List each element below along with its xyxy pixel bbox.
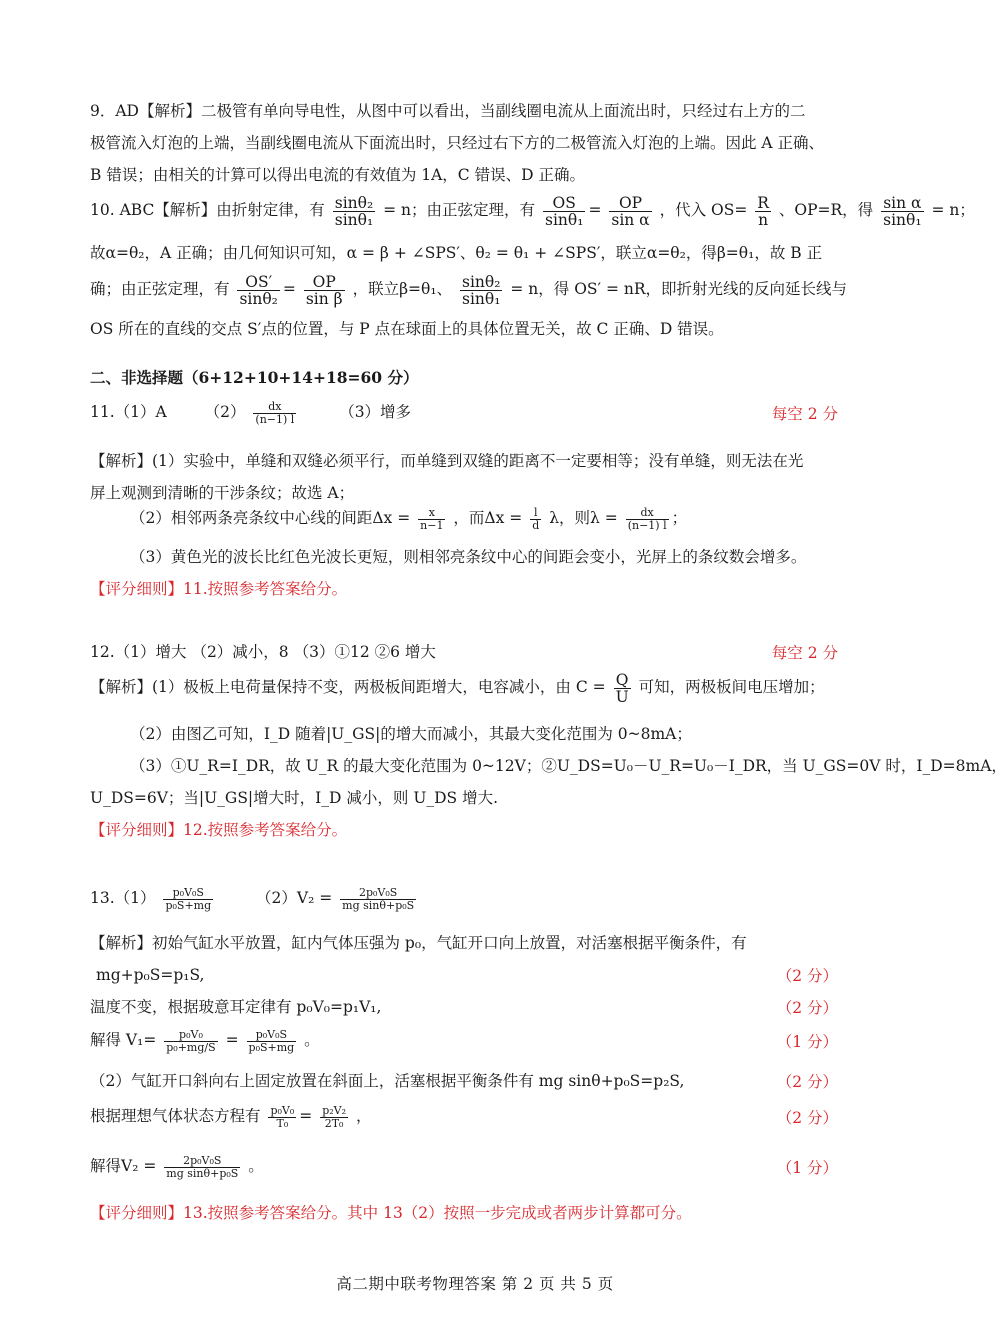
frac-v2: $\frac{\text{2p₀V₀S}}{\text{mg sinθ+p₀S}}$	[166, 1153, 239, 1180]
frac-sin-ratio: $\frac{\text{sinθ₂}}{\text{sinθ₁}}$	[334, 193, 374, 229]
q11-ex2: 屏上观测到清晰的干涉条纹；故选 A；	[90, 484, 355, 502]
q9-line1: 9．AD【解析】二极管有单向导电性，从图中可以看出，当副线圈电流从上面流出时，只经过右上方的二	[90, 102, 806, 120]
q12-ex1: 【解析】(1）极板上电荷量保持不变，两极板间距增大，电容减小，由 C = $\frac{Q}{U}$ 可知，两极板间电压增加；	[90, 670, 825, 706]
q13-score3: （1 分）	[776, 1033, 838, 1051]
q13-score2: （2 分）	[776, 999, 838, 1017]
q9-line3: B 错误；由相关的计算可以得出电流的有效值为 1A，C 错误、D 正确。	[90, 166, 585, 184]
q13-score5: （2 分）	[776, 1109, 838, 1127]
q12-score: 每空 2 分	[771, 644, 838, 662]
frac-sina-sint1: $\frac{\text{sin α}}{\text{sinθ₁}}$	[883, 193, 922, 229]
frac-dx-n1l-2: $\frac{dx}{(n-1) l}$	[627, 505, 667, 532]
q11-answers: 11.（1）A （2） $\frac{dx}{(n-1) l}$ （3）增多	[90, 399, 412, 426]
q11-score: 每空 2 分	[771, 405, 838, 423]
q13-ex1: 【解析】初始气缸水平放置，缸内气体压强为 p₀，气缸开口向上放置，对活塞根据平衡条件，有	[90, 934, 747, 952]
q11-ex3: （2）相邻两条亮条纹中心线的间距Δx = $\frac{x}{n-1}$ ，而Δx = $\frac{l}{d}$ λ，则λ = $\frac{dx}{(n-1) l}$ ；	[130, 505, 688, 532]
frac-x-n1: $\frac{x}{n-1}$	[420, 505, 444, 532]
frac-sin-ratio-2: $\frac{\text{sinθ₂}}{\text{sinθ₁}}$	[462, 272, 501, 308]
section-heading: 二、非选择题（6+12+10+14+18=60 分）	[90, 368, 419, 387]
q13-score4: （2 分）	[776, 1073, 838, 1091]
frac-state-1: $\frac{\text{p₀V₀}}{\text{T₀}}$	[270, 1103, 295, 1130]
q11-ex1: 【解析】(1）实验中，单缝和双缝必须平行，而单缝到双缝的距离不一定要相等；没有单缝，则无法在光	[90, 452, 804, 470]
frac-v1-b: $\frac{\text{p₀V₀S}}{\text{p₀S+mg}}$	[248, 1027, 295, 1054]
q13-eq4: （2）气缸开口斜向右上固定放置在斜面上，活塞根据平衡条件有 mg sinθ+p₀S=p₂S,	[90, 1072, 685, 1090]
q10-line1: 10. ABC【解析】由折射定律，有 $\frac{\text{sinθ₂}}{\text{sinθ₁}}$ = n；由正弦定理，有 $\frac{OS}{\text{sinθ₁}}$ = $\frac{OP}{\text{sin α}}$ ，代入 OS= $\frac{R}{n}$ 、OP=R，得 $\frac{\text{sin α}}{\text{sinθ₁}}$ = n；	[90, 193, 975, 229]
q13-eq3: 解得 V₁= $\frac{\text{p₀V₀}}{\text{p₀+mg/S}}$ = $\frac{\text{p₀V₀S}}{\text{p₀S+mg}}$ 。	[90, 1027, 320, 1054]
frac-l-d: $\frac{l}{d}$	[532, 505, 540, 532]
q13-eq2: 温度不变，根据玻意耳定律有 p₀V₀=p₁V₁,	[90, 998, 382, 1016]
q12-ex2: （2）由图乙可知，I_D 随着|U_GS|的增大而减小，其最大变化范围为 0~8mA；	[130, 725, 692, 743]
q12-ex4: U_DS=6V；当|U_GS|增大时，I_D 减小，则 U_DS 增大.	[90, 789, 499, 807]
q13-score6: （1 分）	[776, 1159, 838, 1177]
q13-rule: 【评分细则】13.按照参考答案给分。其中 13（2）按照一步完成或者两步计算都可分。	[90, 1204, 692, 1222]
q12-rule: 【评分细则】12.按照参考答案给分。	[90, 821, 348, 839]
frac-op-sin: $\frac{OP}{\text{sin α}}$	[611, 193, 650, 229]
q11-ex4: （3）黄色光的波长比红色光波长更短，则相邻亮条纹中心的间距会变小，光屏上的条纹数会增多。	[130, 548, 807, 566]
frac-q13-1: $\frac{\text{p₀V₀S}}{\text{p₀S+mg}}$	[165, 885, 212, 912]
frac-op-sinb: $\frac{OP}{\text{sin β}}$	[305, 272, 343, 308]
q9-line2: 极管流入灯泡的上端，当副线圈电流从下面流出时，只经过右下方的二极管流入灯泡的上端。因此 A 正确、	[90, 134, 825, 152]
q13-score1: （2 分）	[776, 967, 838, 985]
q13-answers: 13.（1） $\frac{\text{p₀V₀S}}{\text{p₀S+mg}}$ （2）V₂ = $\frac{\text{2p₀V₀S}}{\text{mg sinθ+p₀S}}$	[90, 885, 415, 912]
frac-q-u: $\frac{Q}{U}$	[615, 670, 629, 706]
q10-line3: 确；由正弦定理，有 $\frac{OS'}{\text{sinθ₂}}$ = $\frac{OP}{\text{sin β}}$ ，联立β=θ₁、 $\frac{\text{sinθ₂}}{\text{sinθ₁}}$ = n，得 OS′ = nR，即折射光线的反向延长线与	[90, 272, 848, 308]
q13-eq5: 根据理想气体状态方程有 $\frac{\text{p₀V₀}}{\text{T₀}}$ = $\frac{\text{p₂V₂}}{\text{2T₀}}$ ，	[90, 1103, 372, 1130]
q11-rule: 【评分细则】11.按照参考答案给分。	[90, 580, 348, 598]
frac-q13-2: $\frac{\text{2p₀V₀S}}{\text{mg sinθ+p₀S}}$	[342, 885, 415, 912]
frac-os-sin: $\frac{OS}{\text{sinθ₁}}$	[544, 193, 584, 229]
frac-v1-a: $\frac{\text{p₀V₀}}{\text{p₀+mg/S}}$	[166, 1027, 216, 1054]
q13-eq1: mg+p₀S=p₁S,	[96, 966, 205, 984]
page-footer: 高二期中联考物理答案 第 2 页 共 5 页	[336, 1275, 614, 1293]
q12-ex3: （3）①U_R=I_DR，故 U_R 的最大变化范围为 0~12V；②U_DS=U₀－U_R=U₀－I_DR，当 U_GS=0V 时，I_D=8mA，	[130, 757, 1007, 775]
q10-line2: 故α=θ₂，A 正确；由几何知识可知，α = β + ∠SPS′、θ₂ = θ₁ + ∠SPS′，联立α=θ₂，得β=θ₁，故 B 正	[90, 244, 823, 262]
q12-answers: 12.（1）增大 （2）减小，8 （3）①12 ②6 增大	[90, 643, 436, 661]
q13-eq6: 解得V₂ = $\frac{\text{2p₀V₀S}}{\text{mg sinθ+p₀S}}$ 。	[90, 1153, 264, 1180]
frac-osp-sin: $\frac{OS'}{\text{sinθ₂}}$	[239, 272, 278, 308]
q10-line4: OS 所在的直线的交点 S′点的位置，与 P 点在球面上的具体位置无关，故 C 正确、D 错误。	[90, 320, 724, 338]
frac-state-2: $\frac{\text{p₂V₂}}{\text{2T₀}}$	[322, 1103, 346, 1130]
frac-dx-n1l: $\frac{dx}{(n-1) l}$	[255, 399, 295, 426]
frac-r-n: $\frac{R}{n}$	[757, 193, 769, 229]
